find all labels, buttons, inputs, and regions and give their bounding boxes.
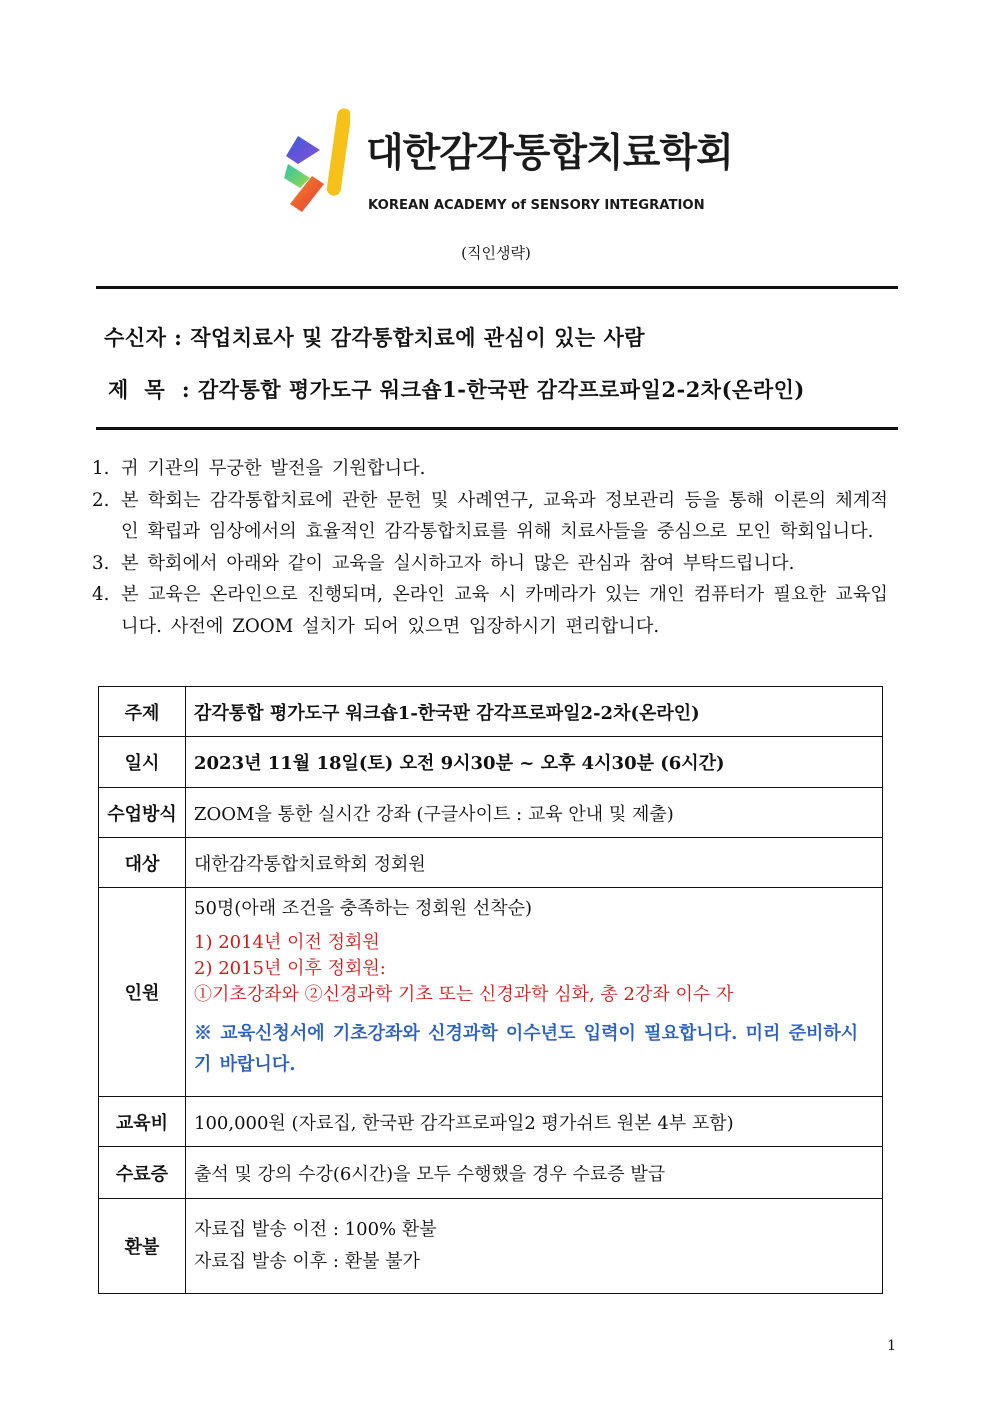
table-row — [99, 788, 883, 838]
item-number: 3. — [92, 552, 110, 574]
item-text: 본 학회는 감각통합치료에 관한 문헌 및 사례연구, 교육과 정보관리 등을 통해 이론의 체계적인 확립과 임상에서의 효율적인 감각통합치료를 위해 치료사들을 중심으로 모인 학회입니다. — [121, 489, 888, 542]
recipient-value: 작업치료사 및 감각통합치료에 관심이 있는 사람 — [190, 325, 646, 350]
table-row — [99, 838, 883, 888]
academy-name-english: KOREAN ACADEMY of SENSORY INTEGRATION — [368, 198, 705, 213]
list-item — [92, 548, 888, 580]
topic-value: 감각통합 평가도구 워크숍1-한국판 감각프로파일2-2차(온라인) — [186, 687, 883, 737]
recipient-separator: : — [174, 325, 191, 350]
capacity-condition-3: ①기초강좌와 ②신경과학 기초 또는 신경과학 심화, 총 2강좌 이수 자 — [194, 984, 734, 1005]
refund-before: 자료집 발송 이전 : 100% 환불 — [194, 1219, 437, 1240]
table-row — [99, 1147, 883, 1199]
subject-separator: : — [181, 377, 198, 402]
academy-logo-mark-icon — [280, 106, 350, 218]
table-row — [99, 1199, 883, 1294]
recipient-line — [104, 322, 645, 352]
header-top-rule — [96, 286, 898, 289]
table-row — [99, 687, 883, 737]
date-label: 일시 — [99, 737, 186, 788]
body-items-list — [92, 453, 888, 642]
table-row — [99, 737, 883, 788]
table-row — [99, 1097, 883, 1147]
method-value: ZOOM을 통한 실시간 강좌 (구글사이트 : 교육 안내 및 제출) — [186, 788, 883, 838]
recipient-label: 수신자 — [104, 325, 167, 350]
capacity-cell — [186, 888, 883, 1097]
academy-name-korean: 대한감각통합치료학회 — [366, 131, 733, 176]
list-item — [92, 579, 888, 642]
capacity-condition-1: 1) 2014년 이전 정회원 — [194, 932, 380, 953]
refund-cell — [186, 1199, 883, 1294]
refund-label: 환불 — [99, 1199, 186, 1294]
capacity-summary: 50명(아래 조건을 충족하는 정회원 선착순) — [194, 898, 533, 919]
seal-omitted-note: (직인생략) — [461, 244, 531, 262]
page-number: 1 — [887, 1338, 896, 1354]
refund-after: 자료집 발송 이후 : 환불 불가 — [194, 1251, 420, 1272]
item-text: 본 교육은 온라인으로 진행되며, 온라인 교육 시 카메라가 있는 개인 컴퓨터가 필요한 교육입니다. 사전에 ZOOM 설치가 되어 있으면 입장하시기 편리합니다. — [121, 584, 888, 637]
certificate-label: 수료증 — [99, 1147, 186, 1199]
date-value: 2023년 11월 18일(토) 오전 9시30분 ~ 오후 4시30분 (6시간) — [186, 737, 883, 788]
list-item — [92, 485, 888, 548]
header-bottom-rule — [96, 427, 898, 430]
list-item — [92, 453, 888, 485]
subject-line — [104, 374, 805, 404]
target-value: 대한감각통합치료학회 정회원 — [186, 838, 883, 888]
item-text: 귀 기관의 무궁한 발전을 기원합니다. — [121, 458, 426, 479]
capacity-label: 인원 — [99, 888, 186, 1097]
method-label: 수업방식 — [99, 788, 186, 838]
certificate-value: 출석 및 강의 수강(6시간)을 모두 수행했을 경우 수료증 발급 — [186, 1147, 883, 1199]
item-number: 1. — [92, 458, 110, 479]
course-info-table — [98, 686, 883, 1294]
capacity-condition-2: 2) 2015년 이후 정회원: — [194, 958, 386, 979]
item-number: 2. — [92, 489, 110, 511]
fee-value: 100,000원 (자료집, 한국판 감각프로파일2 평가쉬트 원본 4부 포함) — [186, 1097, 883, 1147]
item-text: 본 학회에서 아래와 같이 교육을 실시하고자 하니 많은 관심과 참여 부탁드립니다. — [121, 552, 795, 574]
subject-value: 감각통합 평가도구 워크숍1-한국판 감각프로파일2-2차(온라인) — [197, 377, 805, 402]
item-number: 4. — [92, 584, 110, 605]
academy-logo — [280, 106, 733, 218]
target-label: 대상 — [99, 838, 186, 888]
capacity-note: ※ 교육신청서에 기초강좌와 신경과학 이수년도 입력이 필요합니다. 미리 준비하시기 바랍니다. — [194, 1023, 859, 1075]
table-row — [99, 888, 883, 1097]
topic-label: 주제 — [99, 687, 186, 737]
fee-label: 교육비 — [99, 1097, 186, 1147]
subject-label: 제 목 — [108, 377, 166, 402]
